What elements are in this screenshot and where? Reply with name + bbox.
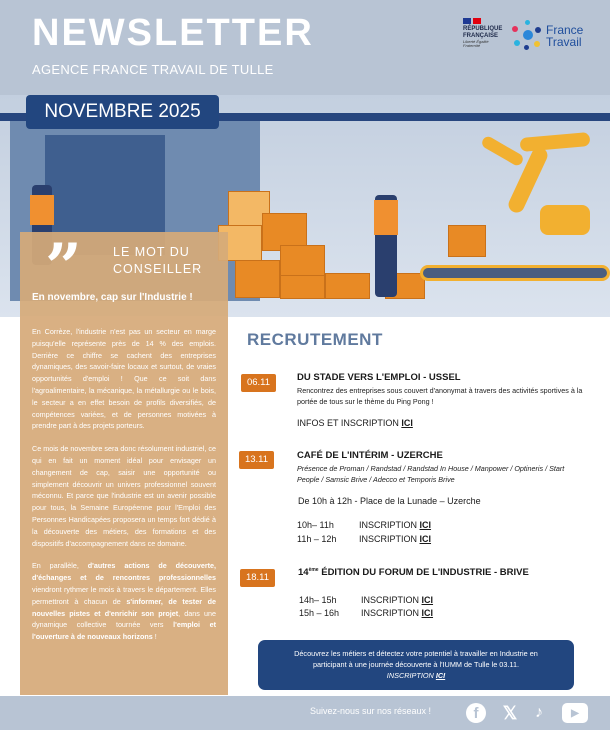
editorial-text-segment: En parallèle,: [32, 561, 88, 571]
agency-subtitle: AGENCE FRANCE TRAVAIL DE TULLE: [32, 62, 274, 77]
tiktok-icon[interactable]: ♪: [535, 704, 543, 721]
newsletter-title: NEWSLETTER: [32, 12, 314, 54]
france-travail-dots-icon: [512, 20, 542, 52]
editorial-text-segment: s'informer, de tester de nouvelles pistes et d'enrichir son projet: [32, 596, 216, 618]
event-date: 13.11: [239, 451, 274, 469]
event-description: Rencontrez des entreprises sous couvert d'anonymat à travers des activités sportives à la portée de tous sur le thème du Ping Pong !: [297, 386, 583, 406]
republique-francaise-logo: RÉPUBLIQUE FRANÇAISE Liberté Égalité Fraternité: [463, 18, 503, 48]
event-title: 14ème ÉDITION DU FORUM DE L'INDUSTRIE - BRIVE: [298, 567, 529, 579]
recruitment-heading: RECRUTEMENT: [247, 330, 383, 349]
editorial-column: [20, 316, 228, 695]
slot-line: 15h – 16h INSCRIPTION ICI: [299, 608, 434, 618]
slot-line: 14h– 15h INSCRIPTION ICI: [299, 595, 434, 605]
inscription-link[interactable]: ICI: [421, 595, 434, 605]
advisor-word-header: ” LE MOT DU CONSEILLER En novembre, cap sur l'Industrie !: [20, 232, 228, 316]
inscription-link[interactable]: ICI: [401, 418, 413, 428]
event-description: Présence de Proman / Randstad / Randstad In House / Manpower / Optineris / Start People / Samsic Brive / Adecco et Temporis Brive: [297, 464, 565, 484]
follow-us-text: Suivez-nous sur nos réseaux !: [310, 706, 432, 716]
editorial-text-segment: !: [152, 632, 157, 642]
editorial-text-segment: , dans une dynamique collective tournée vers: [32, 608, 216, 630]
event-date: 18.11: [240, 569, 275, 587]
footer: [0, 696, 610, 730]
month-badge: NOVEMBRE 2025: [26, 95, 219, 129]
header: [0, 0, 610, 95]
quote-icon: ”: [45, 230, 82, 305]
editorial-text-segment: d'autres actions de découverte, d'échanges et de rencontres professionnelles: [32, 561, 217, 583]
event-place: De 10h à 12h - Place de la Lunade – Uzerche: [298, 496, 481, 506]
facebook-icon[interactable]: f: [466, 703, 486, 723]
discovery-day-banner: Découvrez les métiers et détectez votre potentiel à travailler en Industrie en participant à une journée découverte à l'IUMM de Tulle le 03.11. INSCRIPTION ICI: [258, 640, 574, 690]
editorial-paragraph: En Corrèze, l'industrie n'est pas un secteur en marge puisqu'elle représente près de 14 % des emplois. Derrière ce chiffre se cachent des entreprises dynamiques, des savoir-faire locaux et surtout, de vraies opportunités d'emploi ! Que ce soit dans l'agroalimentaire, la mécanique, la métallurgie ou le bois, le secteur a en effet besoin de profils diversifiés, de compétences variées, et de personnes motivées à prendre part à des projets porteurs.: [32, 327, 216, 431]
event-date: 06.11: [241, 374, 276, 392]
event-title: DU STADE VERS L'EMPLOI - USSEL: [297, 372, 461, 383]
quote-subtitle: En novembre, cap sur l'Industrie !: [32, 292, 193, 303]
editorial-text-segment: l'emploi et l'ouverture à de nouveaux horizons: [32, 620, 216, 642]
france-travail-logo: France Travail: [512, 20, 583, 52]
inscription-link[interactable]: ICI: [419, 520, 432, 530]
youtube-icon[interactable]: ▶: [562, 703, 588, 723]
editorial-text-segment: viendront rythmer le mois à travers le département. Elles permettront à chacun de: [32, 584, 216, 606]
inscription-link[interactable]: ICI: [435, 671, 446, 680]
event-link-line: INFOS ET INSCRIPTION ICI: [297, 418, 413, 428]
x-icon[interactable]: 𝕏: [502, 702, 518, 723]
slot-line: 11h – 12h INSCRIPTION ICI: [297, 534, 432, 544]
editorial-paragraph: Ce mois de novembre sera donc résolument industriel, ce qui en fait un moment idéal pour envisager un changement de cap, saisir une opportunité ou simplement découvrir un univers professionnel souvent méconnu. Et parce que l'industrie est un avenir possible pour tous, la Semaine Européenne pour l'Emploi des Personnes Handicapées proposera un temps fort dédié à la découverte des métiers, des formations et des dispositifs d'accompagnement dans ce domaine.: [32, 444, 216, 548]
inscription-link[interactable]: ICI: [419, 534, 432, 544]
editorial-paragraph: [32, 560, 216, 643]
event-title: CAFÉ DE L'INTÉRIM - UZERCHE: [297, 450, 443, 461]
inscription-link[interactable]: ICI: [421, 608, 434, 618]
slot-line: 10h– 11h INSCRIPTION ICI: [297, 520, 432, 530]
